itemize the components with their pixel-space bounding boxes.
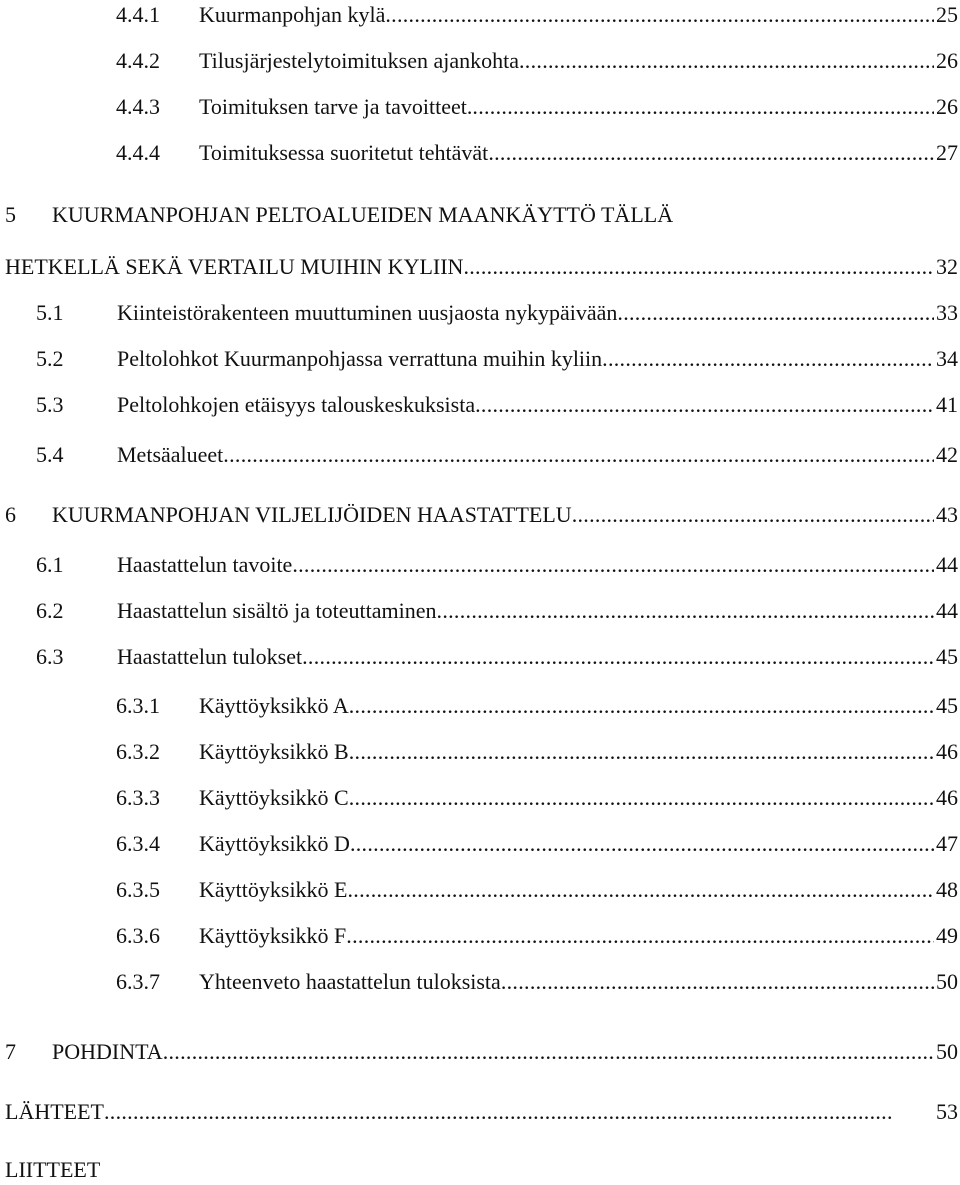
dot-leader — [104, 1097, 934, 1127]
toc-page-number: 33 — [936, 300, 958, 325]
dot-leader — [223, 440, 934, 470]
dot-leader — [385, 0, 934, 30]
dot-leader — [501, 967, 934, 997]
toc-title: Käyttöyksikkö C — [199, 785, 349, 810]
toc-entry-5-2[interactable] — [0, 344, 958, 374]
toc-title: POHDINTA — [52, 1039, 163, 1064]
toc-entry-6-3-4[interactable] — [0, 829, 958, 859]
toc-title: Tilusjärjestelytoimituksen ajankohta — [199, 48, 519, 73]
toc-page-number: 48 — [936, 877, 958, 902]
toc-title: Käyttöyksikkö F — [199, 923, 347, 948]
dot-leader — [572, 500, 934, 530]
toc-page-number: 44 — [936, 552, 958, 577]
toc-page-number: 43 — [936, 502, 958, 527]
toc-title: Käyttöyksikkö B — [199, 739, 349, 764]
toc-page-number: 42 — [936, 442, 958, 467]
dot-leader — [437, 596, 934, 626]
toc-page-number: 50 — [936, 1039, 958, 1064]
toc-title: Peltolohkot Kuurmanpohjassa verrattuna muihin kyliin — [117, 346, 603, 371]
toc-number: 4.4.4 — [116, 140, 160, 165]
toc-page-number: 47 — [936, 831, 958, 856]
toc-number: 5.2 — [36, 346, 64, 371]
toc-page-number: 25 — [936, 2, 958, 27]
dot-leader — [349, 783, 934, 813]
toc-entry-6[interactable] — [0, 500, 958, 530]
toc-entry-7[interactable] — [0, 1037, 958, 1067]
toc-entry-liitteet[interactable] — [5, 1155, 100, 1185]
toc-entry-4-4-4[interactable] — [0, 138, 958, 168]
toc-number: 5.1 — [36, 300, 64, 325]
dot-leader — [349, 691, 934, 721]
toc-number: 6.3.2 — [116, 739, 160, 764]
toc-page-number: 53 — [936, 1099, 958, 1124]
toc-entry-6-3[interactable] — [0, 642, 958, 672]
toc-entry-lahteet[interactable] — [0, 1097, 958, 1127]
toc-title: Metsäalueet — [117, 442, 224, 467]
dot-leader — [463, 252, 934, 282]
toc-entry-6-3-1[interactable] — [0, 691, 958, 721]
toc-entry-6-3-2[interactable] — [0, 737, 958, 767]
dot-leader — [475, 390, 934, 420]
dot-leader — [519, 46, 934, 76]
toc-entry-5-line1[interactable] — [5, 200, 673, 230]
dot-leader — [472, 92, 934, 122]
toc-number: 4.4.3 — [116, 94, 160, 119]
toc-number: 6.2 — [36, 598, 64, 623]
toc-title: Haastattelun tavoite — [117, 552, 293, 577]
toc-title: HETKELLÄ SEKÄ VERTAILU MUIHIN KYLIIN — [5, 254, 464, 279]
toc-number: 6.3.4 — [116, 831, 160, 856]
toc-title: Kiinteistörakenteen muuttuminen uusjaosta nykypäivään — [117, 300, 618, 325]
toc-title: KUURMANPOHJAN VILJELIJÖIDEN HAASTATTELU — [52, 502, 572, 527]
toc-number: 6.3.1 — [116, 693, 160, 718]
toc-title: Kuurmanpohjan kylä — [199, 2, 386, 27]
toc-title: Käyttöyksikkö D — [199, 831, 350, 856]
toc-entry-6-1[interactable] — [0, 550, 958, 580]
toc-page-number: 45 — [936, 644, 958, 669]
toc-entry-4-4-2[interactable] — [0, 46, 958, 76]
toc-entry-6-3-5[interactable] — [0, 875, 958, 905]
toc-number: 7 — [5, 1039, 16, 1064]
dot-leader — [348, 875, 935, 905]
dot-leader — [617, 298, 934, 328]
toc-number: 5.3 — [36, 392, 64, 417]
toc-title: Yhteenveto haastattelun tuloksista — [199, 969, 501, 994]
dot-leader — [292, 550, 934, 580]
toc-number: 6.1 — [36, 552, 64, 577]
toc-title: LÄHTEET — [5, 1099, 104, 1124]
toc-number: 4.4.1 — [116, 2, 160, 27]
dot-leader — [602, 344, 934, 374]
toc-number: 4.4.2 — [116, 48, 160, 73]
toc-number: 5 — [5, 202, 16, 227]
toc-page-number: 44 — [936, 598, 958, 623]
toc-page-number: 27 — [936, 140, 958, 165]
toc-page-number: 49 — [936, 923, 958, 948]
toc-number: 6.3.6 — [116, 923, 160, 948]
toc-number: 6.3.5 — [116, 877, 160, 902]
dot-leader — [349, 737, 934, 767]
toc-title: Haastattelun sisältö ja toteuttaminen — [117, 598, 437, 623]
toc-title: Käyttöyksikkö E — [199, 877, 348, 902]
toc-entry-6-3-6[interactable] — [0, 921, 958, 951]
toc-entry-4-4-1[interactable] — [0, 0, 958, 30]
toc-page-number: 45 — [936, 693, 958, 718]
toc-title: Peltolohkojen etäisyys talouskeskuksista — [117, 392, 476, 417]
toc-title: Haastattelun tulokset — [117, 644, 303, 669]
toc-page-number: 46 — [936, 739, 958, 764]
toc-entry-4-4-3[interactable] — [0, 92, 958, 122]
dot-leader — [163, 1037, 934, 1067]
toc-number: 6.3.3 — [116, 785, 160, 810]
toc-title: Toimituksessa suoritetut tehtävät — [199, 140, 489, 165]
toc-title: KUURMANPOHJAN PELTOALUEIDEN MAANKÄYTTÖ TÄLLÄ — [52, 202, 674, 227]
dot-leader — [350, 829, 934, 859]
toc-number: 6.3 — [36, 644, 64, 669]
toc-title: LIITTEET — [5, 1157, 101, 1182]
dot-leader — [302, 642, 934, 672]
toc-page-number: 50 — [936, 969, 958, 994]
dot-leader — [346, 921, 934, 951]
toc-title: Käyttöyksikkö A — [199, 693, 349, 718]
toc-entry-5-3[interactable] — [0, 390, 958, 420]
toc-page-number: 26 — [936, 48, 958, 73]
toc-number: 5.4 — [36, 442, 64, 467]
dot-leader — [488, 138, 934, 168]
toc-entry-5-1[interactable] — [0, 298, 958, 328]
toc-title: Toimituksen tarve ja tavoitteet. — [199, 94, 473, 119]
toc-page-number: 46 — [936, 785, 958, 810]
toc-number: 6 — [5, 502, 16, 527]
toc-entry-6-2[interactable] — [0, 596, 958, 626]
toc-entry-5-line2[interactable] — [0, 252, 958, 282]
toc-page-number: 41 — [936, 392, 958, 417]
toc-entry-5-4[interactable] — [0, 440, 958, 470]
toc-number: 6.3.7 — [116, 969, 160, 994]
toc-entry-6-3-7[interactable] — [0, 967, 958, 997]
toc-page-number: 34 — [936, 346, 958, 371]
toc-entry-6-3-3[interactable] — [0, 783, 958, 813]
toc-page-number: 32 — [936, 254, 958, 279]
toc-page-number: 26 — [936, 94, 958, 119]
